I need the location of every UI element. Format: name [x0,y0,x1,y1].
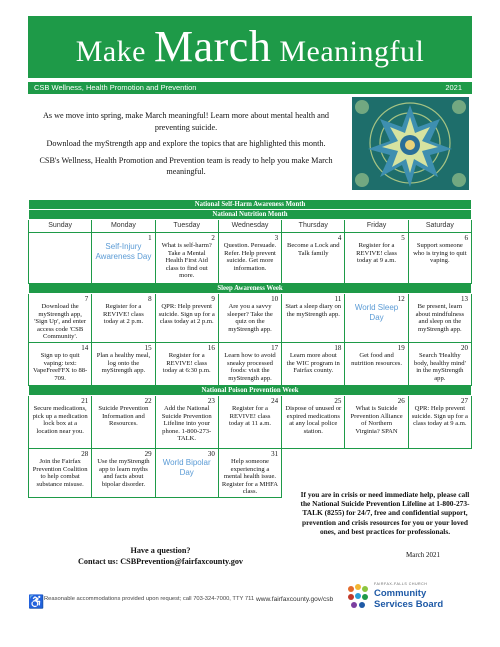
page-title: Make March Meaningful [75,22,425,71]
title-banner [28,16,472,78]
accessibility-icon: ♿ [28,594,45,609]
calendar-cell: 6 Support someone who is trying to quit vaping. [408,233,471,284]
accommodation-text: Reasonable accommodations provided upon request; call 703-324-7000, TTY 711 [44,596,255,602]
calendar-cell: 28 Join the Fairfax Prevention Coalition to help combat substance misuse. [29,448,92,497]
calendar-cell: 31 Help someone experiencing a mental health issue. Register for a MHFA class. [218,448,281,497]
calendar-cell: 29 Use the myStrength app to learn myths and facts about bipolar disorder. [92,448,155,497]
calendar-cell: 12 World Sleep Day [345,294,408,343]
calendar-cell: 3 Question. Persuade. Refer. Help prevent suicide. Get more information. [218,233,281,284]
day-header: Tuesday [155,220,218,233]
crisis-info: If you are in crisis or need immediate help, please call the National Suicide Prevention Lifeline at 1-800-273-TALK (8255) for 24/7, free and confidential support, prevention and crisis resources for you or your loved ones, and best practices for professionals. [300,490,470,536]
calendar-cell: 7 Download the myStrength app, 'Sign Up', and enter access code 'CSB Community'. [29,294,92,343]
intro-p2: Download the myStrength app and explore the topics that are highlighted this month. [46,139,326,148]
calendar-cell-empty [29,233,92,284]
month-label: March 2021 [406,551,441,559]
calendar-cell: 23 Add the National Suicide Prevention Lifeline into your phone. 1-800-273-TALK. [155,395,218,448]
band-sleep: Sleep Awareness Week [29,284,472,294]
calendar-cell: 4 Become a Lock and Talk family [282,233,345,284]
calendar-cell: 19 Get food and nutrition resources. [345,342,408,385]
day-header: Monday [92,220,155,233]
calendar-cell: 8 Register for a REVIVE! class today at 2 p.m. [92,294,155,343]
calendar-cell: 2 What is self-harm? Take a Mental Health First Aid class to find out more. [155,233,218,284]
contact-question: Have a question? [130,546,191,555]
org-name-line1: Community [374,588,427,599]
calendar-cell: 22 Suicide Prevention Information and Resources. [92,395,155,448]
day-header: Friday [345,220,408,233]
mosaic-image [352,97,469,190]
contact-email[interactable]: Contact us: CSBPrevention@fairfaxcounty.gov [77,556,244,566]
band-self-harm: National Self-Harm Awareness Month [29,200,472,210]
year: 2021 [445,83,462,92]
intro-text [36,110,336,183]
calendar-cell: 1 Self-Injury Awareness Day [92,233,155,284]
subtitle-bar [28,82,472,94]
day-header: Wednesday [218,220,281,233]
calendar-cell: 30 World Bipolar Day [155,448,218,497]
org-name-line2: Services Board [374,599,444,610]
band-nutrition: National Nutrition Month [29,210,472,220]
band-poison: National Poison Prevention Week [29,385,472,395]
calendar-cell: 16 Register for a REVIVE! class today at 6:30 p.m. [155,342,218,385]
calendar-cell: 26 What is Suicide Prevention Alliance of Northern Virginia? SPAN [345,395,408,448]
calendar-cell: 25 Dispose of unused or expired medications at any local police station. [282,395,345,448]
calendar-cell: 13 Be present, learn about mindfulness and sleep on the myStrength app. [408,294,471,343]
contact-block [28,546,293,567]
website-link[interactable]: www.fairfaxcounty.gov/csb [256,596,334,603]
calendar-cell: 15 Plan a healthy meal, log onto the myStrength app. [92,342,155,385]
day-header: Thursday [282,220,345,233]
day-header: Sunday [29,220,92,233]
subtitle: CSB Wellness, Health Promotion and Prevention [34,83,197,92]
calendar-cell: 21 Secure medications, pick up a medication lock box at a location near you. [29,395,92,448]
calendar-cell: 5 Register for a REVIVE! class today at 9 a.m. [345,233,408,284]
calendar-cell: 18 Learn more about the WIC program in Fairfax county. [282,342,345,385]
calendar-cell: 17 Learn how to avoid sneaky processed foods: visit the myStrength app. [218,342,281,385]
intro-p3: CSB's Wellness, Health Promotion and Prevention team is ready to help you make March meaningful. [39,155,333,176]
calendar-cell: 24 Register for a REVIVE! class today at 11 a.m. [218,395,281,448]
calendar-cell: 27 QPR: Help prevent suicide. Sign up for a class today at 9 a.m. [408,395,471,448]
csb-logo-icon [346,584,370,610]
calendar-cell: 9 QPR: Help prevent suicide. Sign up for a class today at 2 p.m. [155,294,218,343]
calendar-cell: 11 Start a sleep diary on the myStrength app. [282,294,345,343]
org-small-text: FAIRFAX-FALLS CHURCH [374,582,428,586]
day-header: Saturday [408,220,471,233]
calendar-table [28,199,472,498]
intro-p1: As we move into spring, make March meaningful! Learn more about mental health and preventing suicide. [42,111,330,132]
footer [28,582,472,636]
calendar-cell: 10 Are you a savvy sleeper? Take the quiz on the myStrength app. [218,294,281,343]
calendar-cell: 14 Sign up to quit vaping: text: VapeFreeFFX to 88-709. [29,342,92,385]
calendar-cell: 20 Search 'Healthy body, healthy mind' in the myStrength app. [408,342,471,385]
